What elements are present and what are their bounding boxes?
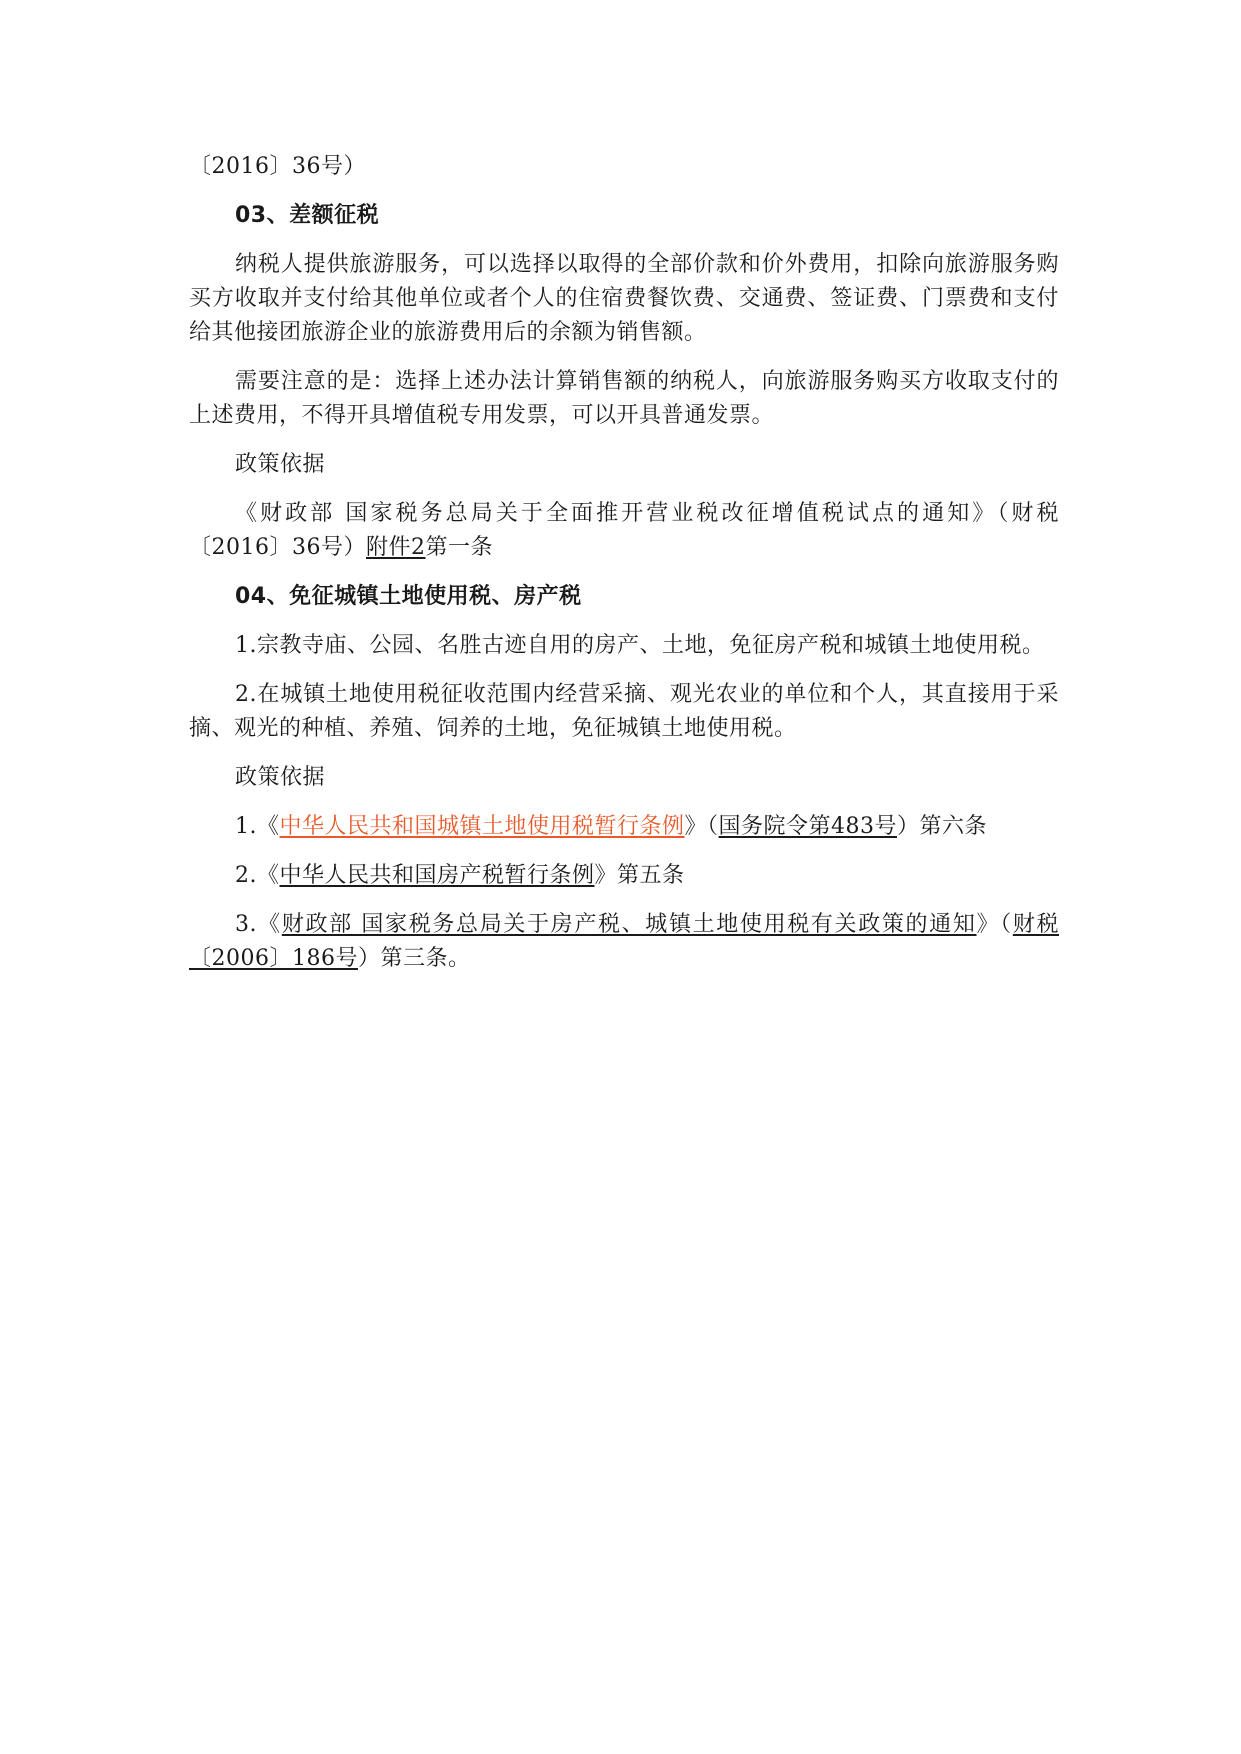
reference-3-prefix: 3.《 — [235, 912, 282, 937]
section-03-basis-label: 政策依据 — [235, 452, 326, 477]
section-03-heading: 03、差额征税 — [235, 203, 380, 228]
reference-1-prefix: 1.《 — [235, 814, 280, 839]
state-council-order-link[interactable]: 国务院令第483号 — [718, 814, 898, 839]
property-tax-regulation-link[interactable]: 中华人民共和国房产税暂行条例 — [279, 863, 595, 888]
reference-3 — [189, 908, 1059, 976]
reference-1 — [189, 810, 1059, 844]
caishui-2006-186-link[interactable]: 财税〔2006〕186号 — [189, 912, 1059, 971]
section-04-item-1: 1.宗教寺庙、公园、名胜古迹自用的房产、土地，免征房产税和城镇土地使用税。 — [235, 633, 1045, 658]
section-04-heading: 04、免征城镇土地使用税、房产税 — [235, 584, 582, 609]
section-04-basis-label: 政策依据 — [235, 765, 326, 790]
reference-3-tail: ）第三条。 — [357, 946, 471, 971]
reference-1-tail: ）第六条 — [897, 814, 988, 839]
section-03-paragraph-2: 需要注意的是：选择上述办法计算销售额的纳税人，向旅游服务购买方收取支付的上述费用，不得开具增值税专用发票，可以开具普通发票。 — [189, 369, 1059, 428]
section-04-item-2: 2.在城镇土地使用税征收范围内经营采摘、观光农业的单位和个人，其直接用于采摘、观光的种植、养殖、饲养的土地，免征城镇土地使用税。 — [189, 682, 1059, 741]
reference-3-mid: 》（ — [976, 912, 1013, 937]
top-fragment: 〔2016〕36号） — [189, 154, 366, 179]
document-page — [189, 150, 1059, 976]
reference-2 — [189, 859, 1059, 893]
reference-2-tail: 》第五条 — [594, 863, 685, 888]
basis-article: 第一条 — [425, 535, 493, 560]
attachment-link[interactable]: 附件2 — [365, 535, 426, 560]
section-03-basis — [189, 497, 1059, 565]
section-03-paragraph-1: 纳税人提供旅游服务，可以选择以取得的全部价款和价外费用，扣除向旅游服务购买方收取并支付给其他单位或者个人的住宿费餐饮费、交通费、签证费、门票费和支付给其他接团旅游企业的旅游费用后的余额为销售额。 — [189, 252, 1059, 345]
urban-land-tax-regulation-link[interactable]: 中华人民共和国城镇土地使用税暂行条例 — [279, 814, 685, 839]
reference-1-mid: 》（ — [684, 814, 719, 839]
basis-document-title: 《财政部 国家税务总局关于全面推开营业税改征增值税试点的通知》（财税〔2016〕36号） — [189, 501, 1059, 560]
property-land-tax-notice-link[interactable]: 财政部 国家税务总局关于房产税、城镇土地使用税有关政策的通知 — [281, 912, 977, 937]
reference-2-prefix: 2.《 — [235, 863, 280, 888]
